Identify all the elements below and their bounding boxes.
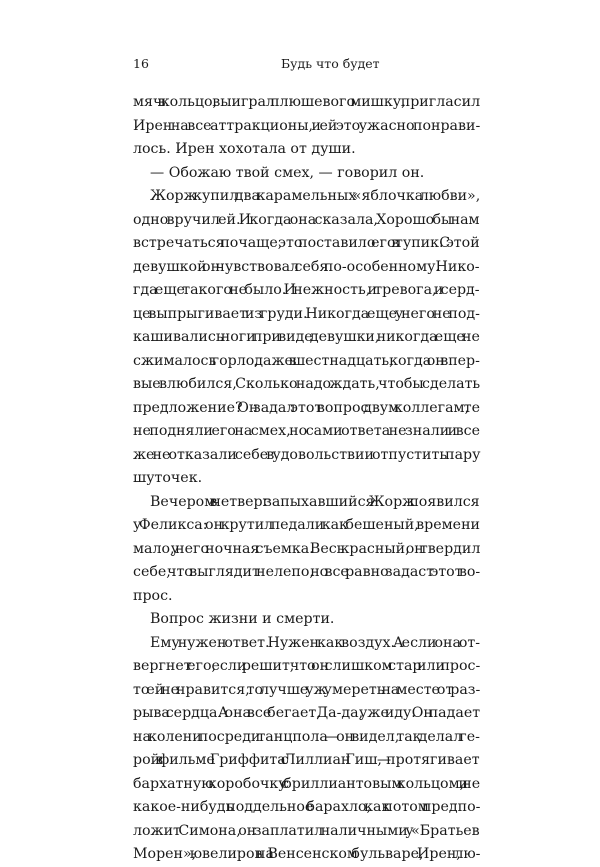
text-line: то ей не нравится, то лучше уж умереть на месте от раз- [133,681,481,698]
text-line: це выпрыгивает из груди. Никогда еще у него не под- [133,305,480,322]
body-text [133,91,480,867]
text-line: на колени посреди танцпола — он видел, так делал ге- [133,728,480,745]
text-line: гда еще такого не было. И нежность, и тревога, и серд- [133,282,480,298]
text-line: сжималось горло, даже в шестнадцать, когда он впер- [133,352,480,369]
text-line: шуточек. [133,470,203,486]
text-line: ложит Симона, он заплатил наличными у «Братьев [133,822,480,839]
text-line: одно вручил ей. И когда она сказала, Хорошо бы нам [133,211,480,228]
text-line: Жорж купил два карамельных «яблочка любви», [150,188,481,204]
text-line: встречаться почаще, это поставило его в тупик. С этой [133,235,480,251]
running-title: Будь что будет [281,56,380,71]
text-line: бархатную коробочку с бриллиантовым кольцом, и не [133,775,481,792]
page-number: 16 [133,56,149,71]
text-line: Вечером в четверг запыхавшийся Жорж появился [150,493,480,510]
text-line: девушкой он чувствовал себя по-особенному. Нико- [133,258,480,275]
text-line: кашивались ноги при виде девушки, никогда еще не [133,329,480,345]
text-line: Морен», ювелиров на Венсенском бульваре, Ирен, лю- [133,846,481,862]
page-header [133,56,480,74]
text-line: предложение? Он задал этот вопрос двум коллегам, те [133,399,481,416]
text-line: вые влюбился, Сколько надо ждать, чтобы сделать [133,376,481,392]
text-line: Ирен на все аттракционы, и ей это ужасно понрави- [133,117,481,134]
text-line: рой в фильме Гриффита с Лиллиан Гиш, — протягивает [133,752,480,768]
text-line: вергнет его, если решит, что он слишком стар или прос- [133,658,481,674]
text-line: у Феликса: он крутил педали как бешеный, времени [133,517,480,533]
text-line: рыва сердца. А она все бегает, Да-да, уже иду. Он падает [133,705,481,721]
text-line: же не отказали себе в удовольствии отпустить пару [133,446,481,463]
text-line: мяч в кольцо, выиграл плюшевого мишку, пригласил [133,94,481,110]
text-line: — Обожаю твой смех, — говорил он. [150,164,425,181]
text-line: не подняли его на смех, но сами ответа не знали и все [133,423,480,439]
text-line: Ему нужен ответ. Нужен как воздух. А если она от- [150,634,481,651]
text-line: какое-нибудь поддельное барахло, как потом предпо- [133,799,481,815]
text-line: прос. [133,587,173,604]
text-line: себе, что выглядит нелепо, но все равно задаст этот во- [133,564,481,580]
text-line: Вопрос жизни и смерти. [150,611,335,627]
text-line: мало, у него ночная съемка. Весь красный, он твердил [133,540,481,557]
text-line: лось. Ирен хохотала от души. [133,141,356,157]
